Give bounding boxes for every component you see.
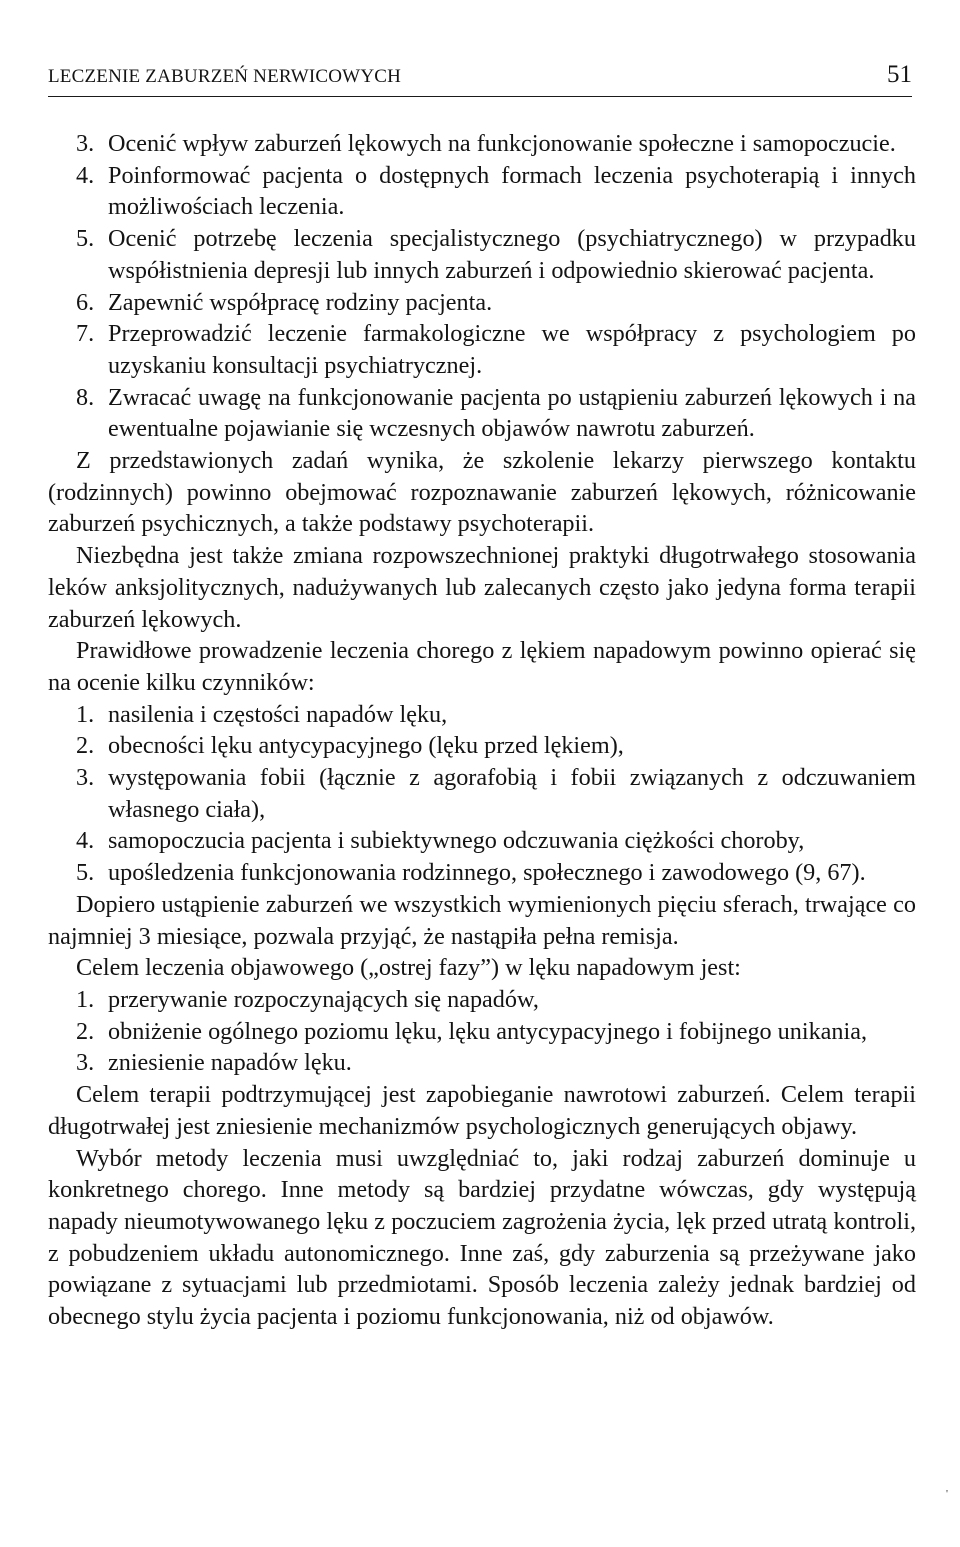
list-item-text: samopoczucia pacjenta i subiektywnego odczuwania ciężkości choroby,	[108, 827, 805, 855]
list-item-number: 5.	[76, 225, 95, 253]
list-item	[48, 318, 916, 381]
list-item-number: 8.	[76, 383, 95, 411]
paragraph: Dopiero ustąpienie zaburzeń we wszystkich wymienionych pięciu sferach, trwające co najmniej 3 miesiące, pozwala przyjąć, że nastąpiła pełna remisja.	[48, 890, 916, 950]
list-item-number: 3.	[76, 130, 95, 157]
list-item-text: Poinformować pacjenta o dostępnych formach leczenia psychoterapią i innych możliwościach leczenia.	[108, 161, 916, 221]
list-item-text: upośledzenia funkcjonowania rodzinnego, społecznego i zawodowego (9, 67).	[108, 859, 866, 887]
list-item-text: Ocenić wpływ zaburzeń lękowych na funkcjonowanie społeczne i samopoczucie.	[108, 130, 896, 157]
list-item	[48, 857, 916, 889]
paragraph: Celem terapii podtrzymującej jest zapobieganie nawrotowi zaburzeń. Celem terapii długotrwałej jest zniesienie mechanizmów psychologicznych generujących objawy.	[48, 1081, 916, 1140]
list-item	[48, 984, 916, 1016]
paragraph: Wybór metody leczenia musi uwzględniać to, jaki rodzaj zaburzeń dominuje u konkretnego chorego. Inne metody są bardziej przydatne wówczas, gdy występują napady nieumotywowanego lęku z poczuciem zagrożenia życia, lęk przed utratą kontroli, z pobudzeniem układu autonomicznego. Inne zaś, gdy zaburzenia są przeżywane jako powiązane z sytuacjami lub przedmiotami. Sposób leczenia zależy jednak bardziej od obecnego stylu życia pacjenta i poziomu funkcjonowania, niż od objawów.	[48, 1144, 916, 1331]
paragraph: Prawidłowe prowadzenie leczenia chorego z lękiem napadowym powinno opierać się na ocenie kilku czynników:	[48, 637, 916, 696]
recommendation-list	[48, 128, 916, 445]
list-item-text: nasilenia i częstości napadów lęku,	[108, 700, 448, 728]
list-item	[48, 699, 916, 731]
list-item	[48, 1016, 916, 1048]
list-item-text: zniesienie napadów lęku.	[108, 1049, 352, 1077]
list-item-text: obecności lęku antycypacyjnego (lęku przed lękiem),	[108, 732, 624, 760]
list-item-text: Ocenić potrzebę leczenia specjalistycznego (psychiatrycznego) w przypadku współistnienia depresji lub innych zaburzeń i odpowiednio skierować pacjenta.	[108, 225, 916, 284]
page-header	[48, 61, 912, 98]
list-item-number: 5.	[76, 859, 95, 887]
list-item-number: 7.	[76, 320, 95, 348]
list-item	[48, 730, 916, 762]
paragraph: Niezbędna jest także zmiana rozpowszechnionej praktyki długotrwałego stosowania leków anksjolitycznych, nadużywanych lub zalecanych często jako jedyna forma terapii zaburzeń lękowych.	[48, 542, 916, 633]
list-item-number: 6.	[76, 288, 95, 316]
list-item-text: obniżenie ogólnego poziomu lęku, lęku antycypacyjnego i fobijnego unikania,	[108, 1017, 868, 1045]
list-item-number: 3.	[76, 1049, 95, 1077]
list-item	[48, 382, 916, 445]
list-item-number: 3.	[76, 764, 95, 792]
list-item	[48, 223, 916, 286]
list-item-number: 2.	[76, 1017, 95, 1045]
factor-list	[48, 699, 916, 889]
list-item	[48, 160, 916, 223]
list-item	[48, 762, 916, 825]
list-item-number: 1.	[76, 985, 95, 1013]
list-item-number: 4.	[76, 827, 95, 855]
page-number: 51	[887, 61, 912, 88]
margin-mark: '	[946, 1488, 948, 1500]
paragraph: Z przedstawionych zadań wynika, że szkolenie lekarzy pierwszego kontaktu (rodzinnych) powinno obejmować rozpoznawanie zaburzeń lękowych, różnicowanie zaburzeń psychicznych, a także podstawy psychoterapii.	[48, 447, 916, 538]
list-item-number: 4.	[76, 161, 95, 189]
list-item-number: 1.	[76, 700, 95, 728]
list-item-text: przerywanie rozpoczynających się napadów,	[108, 985, 539, 1013]
list-item-text: Zwracać uwagę na funkcjonowanie pacjenta po ustąpieniu zaburzeń lękowych i na ewentualne pojawianie się wczesnych objawów nawrotu zaburzeń.	[108, 383, 916, 443]
list-item	[48, 825, 916, 857]
list-item	[48, 128, 916, 160]
list-item	[48, 1047, 916, 1079]
paragraph: Celem leczenia objawowego („ostrej fazy”) w lęku napadowym jest:	[76, 954, 741, 982]
list-item	[48, 287, 916, 319]
running-head: LECZENIE ZABURZEŃ NERWICOWYCH	[48, 66, 402, 87]
header-rule	[48, 96, 912, 97]
page-body	[48, 128, 916, 1333]
list-item-text: Zapewnić współpracę rodziny pacjenta.	[108, 288, 493, 316]
list-item-text: występowania fobii (łącznie z agorafobią i fobii związanych z odczuwaniem własnego ciała),	[108, 764, 916, 823]
goal-list	[48, 984, 916, 1079]
list-item-text: Przeprowadzić leczenie farmakologiczne we współpracy z psychologiem po uzyskaniu konsultacji psychiatrycznej.	[108, 320, 916, 379]
list-item-number: 2.	[76, 732, 95, 760]
